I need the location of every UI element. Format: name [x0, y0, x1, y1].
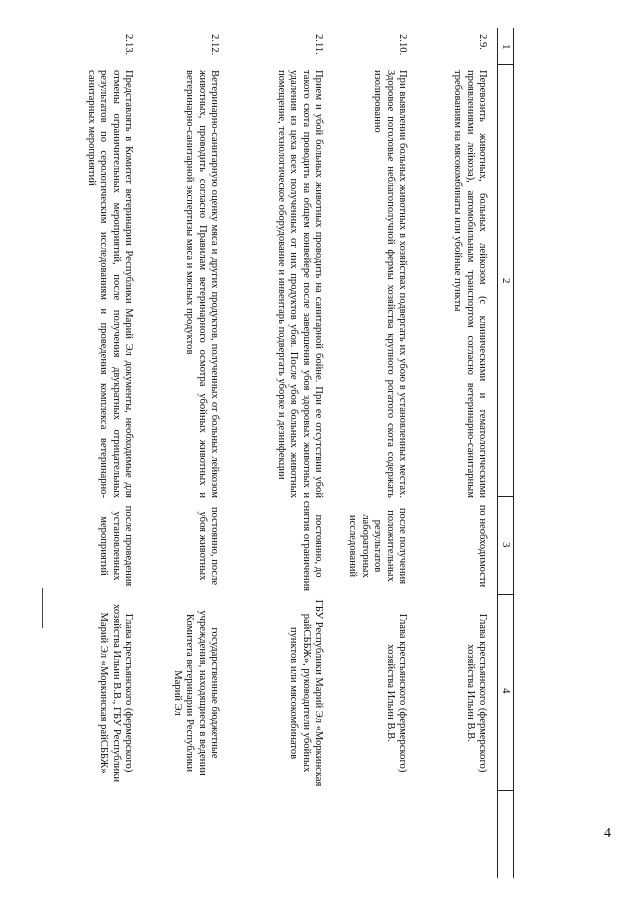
- header-col-4: 4: [500, 688, 512, 694]
- header-top-line: [513, 28, 514, 878]
- measure-text: При выявлении больных животных в хозяйствах подвергать их убою в установленных местах. Здоровое поголовье неблагополучной фермы хозяйства крупного рогатого скота содержать изолированно: [372, 70, 408, 498]
- term-text: после проведения установленных мероприятий: [98, 505, 134, 587]
- responsible-text: ГБУ Республики Марий Эл «Моркинская райСББЖ», руководители убойных пунктов или мясокомбинатов: [288, 599, 324, 787]
- term-text: постоянно, до снятия ограничения: [300, 500, 324, 592]
- row-number: 2.13.: [123, 34, 134, 56]
- end-rule: [42, 588, 43, 628]
- header-col-3: 3: [500, 542, 512, 548]
- term-text: после получения положительных результатов лабораторных исследований: [347, 507, 408, 585]
- row-number: 2.10.: [397, 34, 408, 56]
- measure-text: Ветеринарно-санитарную оценку мяса и других продуктов, полученных от больных лейкозом животных, проводить согласно Правилам ветеринарного осмотра убойных животных и ветеринарно-санитарной экспертизы мяса и мясных продуктов: [184, 70, 220, 498]
- measure-text: Перевозить животных, больных лейкозом (с клиническими и гематологическими проявлениями лейкоза), автомобильным транспортом согласно ветеринарно-санитарным требованиям на мясокомбинаты или убойные пункты: [452, 70, 488, 498]
- measure-text: Прием и убой больных животных проводить на санитарной бойне. При ее отсутствии убой такого скота проводить на общем конвейере после завершения убоя здоровых животных и удаления из цеха всех полученных от них продуктов убоя. После убоя больных животных помещение, технологическое оборудование и инвентарь подвергать уборке и дезинфекции: [275, 70, 324, 498]
- header-divider-2: [498, 496, 514, 497]
- term-text: по необходимости: [477, 504, 488, 588]
- responsible-text: Глава крестьянского (фермерского) хозяйства Ильин В.В.: [464, 613, 488, 773]
- responsible-text: Глава крестьянского (фермерского) хозяйства Ильин В.В.: [384, 613, 408, 773]
- rotated-table: [4, 28, 528, 878]
- page-number: 4: [604, 826, 611, 841]
- header-divider-3: [498, 594, 514, 595]
- row-number: 2.11.: [313, 34, 324, 55]
- header-col-2: 2: [500, 278, 512, 284]
- header-divider-1: [498, 64, 514, 65]
- header-col-1: 1: [500, 44, 512, 50]
- row-number: 2.12.: [209, 34, 220, 56]
- responsible-text: Глава крестьянского (фермерского) хозяйства Ильин В.В., ГБУ Республики Марий Эл «Моркинская райСББЖ»: [98, 603, 134, 783]
- header-divider-4: [498, 790, 514, 791]
- responsible-text: государственные бюджетные учреждения, находящиеся в ведении Комитета ветеринарии Республики Марий Эл: [171, 610, 220, 776]
- term-text: постоянно, после убоя животных: [196, 506, 220, 586]
- measure-text: Представлять в Комитет ветеринарии Республики Марий Эл документы, необходимые для отмены ограничительных мероприятий, после получения двукратных отрицательных результатов по серологическим исследованиям и проведения комплекса ветеринарно-санитарных мероприятий: [85, 70, 134, 498]
- header-bottom-line: [497, 28, 498, 878]
- row-number: 2.9.: [477, 34, 488, 50]
